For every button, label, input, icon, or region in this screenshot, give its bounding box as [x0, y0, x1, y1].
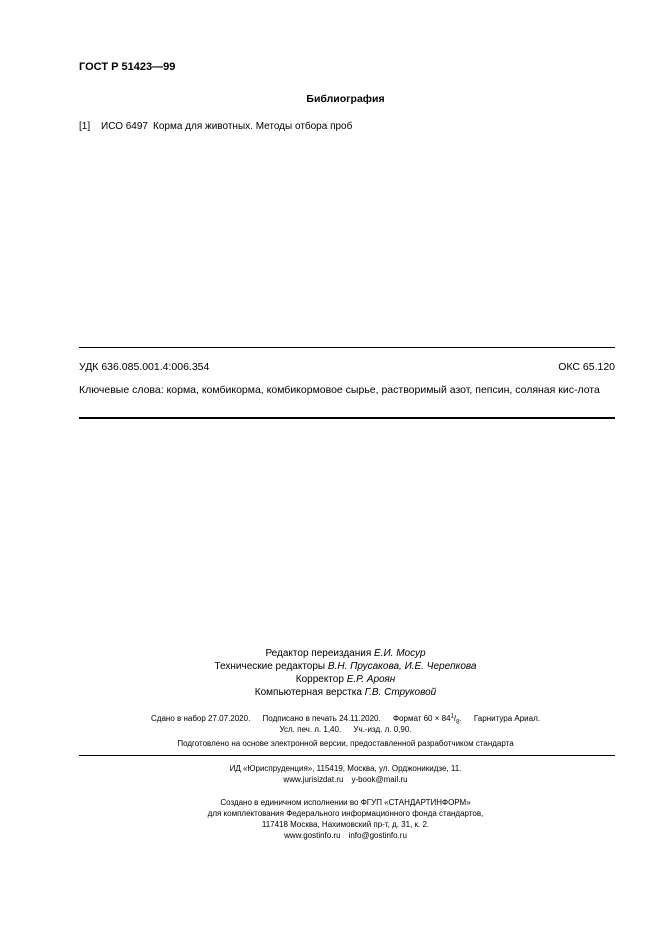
entry-number: [1]	[79, 121, 91, 132]
layout-label: Компьютерная верстка	[254, 687, 362, 698]
credit-layout	[30, 686, 661, 699]
tech-editors-label: Технические редакторы	[214, 661, 326, 672]
udk-code: УДК 636.085.001.4:006.354	[79, 361, 210, 373]
keywords: Ключевые слова: корма, комбикорма, комбикормовое сырье, растворимый азот, пепсин, соляная кис-лота	[79, 384, 600, 396]
producer-line2: для комплектования Федерального информационного фонда стандартов,	[207, 809, 484, 818]
credit-corrector	[30, 673, 661, 686]
publisher-contacts	[30, 774, 661, 785]
tech-editors-names: В.Н. Прусакова, И.Е. Черепкова	[327, 661, 477, 672]
prepared-note: Подготовлено на основе электронной версии, предоставленной разработчиком стандарта	[177, 739, 514, 748]
producer-block	[0, 797, 661, 841]
bibliography-entry	[79, 121, 352, 132]
producer-line3: 117418 Москва, Нахимовский пр-т, д. 31, к. 2.	[261, 820, 430, 829]
publisher-block	[0, 763, 661, 785]
producer-line1: Создано в единичном исполнении во ФГУП «СТАНДАРТИНФОРМ»	[220, 798, 471, 807]
producer-contacts	[30, 830, 661, 841]
publisher-email-link[interactable]: y-book@mail.ru	[351, 775, 408, 784]
credits-block	[0, 647, 661, 699]
divider-top	[79, 347, 615, 348]
publisher-site-link[interactable]: www.jurisizdat.ru	[283, 775, 344, 784]
submitted-date: Сдано в набор 27.07.2020.	[151, 713, 251, 723]
producer-email-link[interactable]: info@gostinfo.ru	[348, 831, 407, 840]
editor-name: Е.И. Мосур	[374, 648, 426, 659]
format-prefix: Формат 60 × 84	[392, 713, 451, 723]
divider-publisher	[79, 755, 615, 756]
entry-standard: ИСО 6497	[101, 121, 148, 132]
editor-label: Редактор переиздания	[265, 648, 372, 659]
entry-text: Корма для животных. Методы отбора проб	[153, 121, 353, 132]
layout-name: Г.В. Струковой	[364, 687, 437, 698]
signed-date: Подписано в печать 24.11.2020.	[262, 713, 381, 723]
publisher-address: ИД «Юриспруденция», 115419, Москва, ул. Орджоникидзе, 11.	[229, 764, 462, 773]
divider-bottom	[79, 417, 615, 419]
credit-tech-editors	[30, 660, 661, 673]
credit-editor	[30, 647, 661, 660]
print-sheets: Усл. печ. л. 1,40.	[279, 725, 342, 734]
producer-site-link[interactable]: www.gostinfo.ru	[284, 831, 341, 840]
typeface: Гарнитура Ариал.	[473, 713, 540, 723]
publisher-sheets: Уч.-изд. л. 0,90.	[353, 725, 412, 734]
bibliography-title: Библиография	[306, 93, 385, 105]
format-numerator: 1	[450, 713, 454, 719]
corrector-name: Е.Р. Ароян	[346, 674, 396, 685]
format-denominator: 8	[456, 719, 460, 726]
print-info-row2	[0, 723, 661, 736]
document-code: ГОСТ Р 51423—99	[79, 61, 176, 73]
oks-code: ОКС 65.120	[558, 361, 615, 373]
paper-format: Формат $60 \times 84^1/_8$.	[392, 713, 462, 726]
corrector-label: Корректор	[295, 674, 344, 685]
